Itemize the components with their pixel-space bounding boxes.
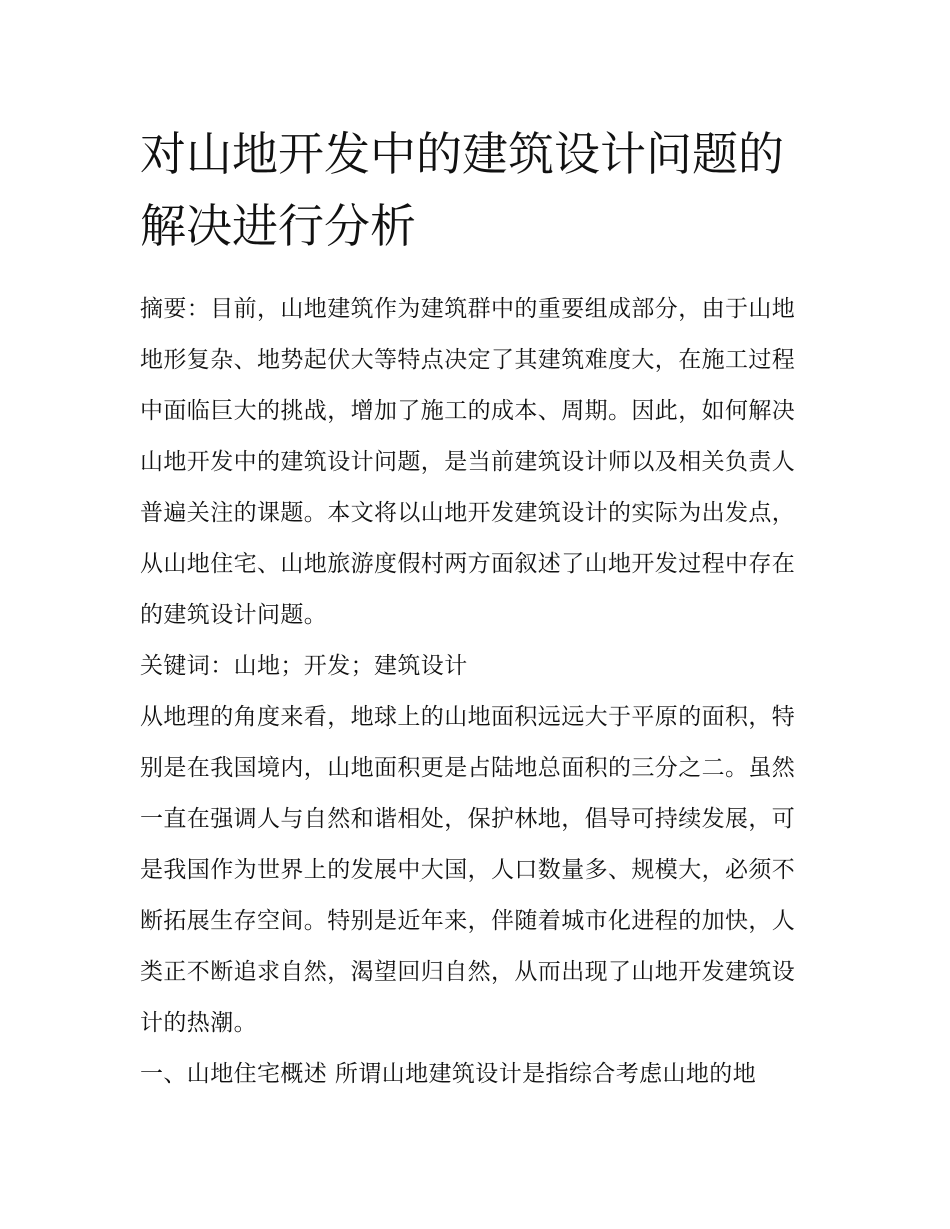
abstract-paragraph: 摘要：目前，山地建筑作为建筑群中的重要组成部分，由于山地地形复杂、地势起伏大等特点决定了其建筑难度大，在施工过程中面临巨大的挑战，增加了施工的成本、周期。因此，如何解决山地开发中的建筑设计问题，是当前建筑设计师以及相关负责人普遍关注的课题。本文将以山地开发建筑设计的实际为出发点，从山地住宅、山地旅游度假村两方面叙述了山地开发过程中存在的建筑设计问题。 xyxy=(140,296,796,628)
body-paragraph: 从地理的角度来看，地球上的山地面积远远大于平原的面积，特别是在我国境内，山地面积更是占陆地总面积的三分之二。虽然一直在强调人与自然和谐相处，保护林地，倡导可持续发展，可是我国作为世界上的发展中大国，人口数量多、规模大，必须不断拓展生存空间。特别是近年来，伴随着城市化进程的加快，人类正不断追求自然，渴望回归自然，从而出现了山地开发建筑设计的热潮。 xyxy=(140,704,796,1036)
section-heading-paragraph: 一、山地住宅概述 所谓山地建筑设计是指综合考虑山地的地 xyxy=(140,1061,757,1087)
document-title: 对山地开发中的建筑设计问题的解决进行分析 xyxy=(140,127,784,253)
keywords-line: 关键词：山地；开发；建筑设计 xyxy=(140,653,468,679)
document-content xyxy=(140,118,815,1100)
